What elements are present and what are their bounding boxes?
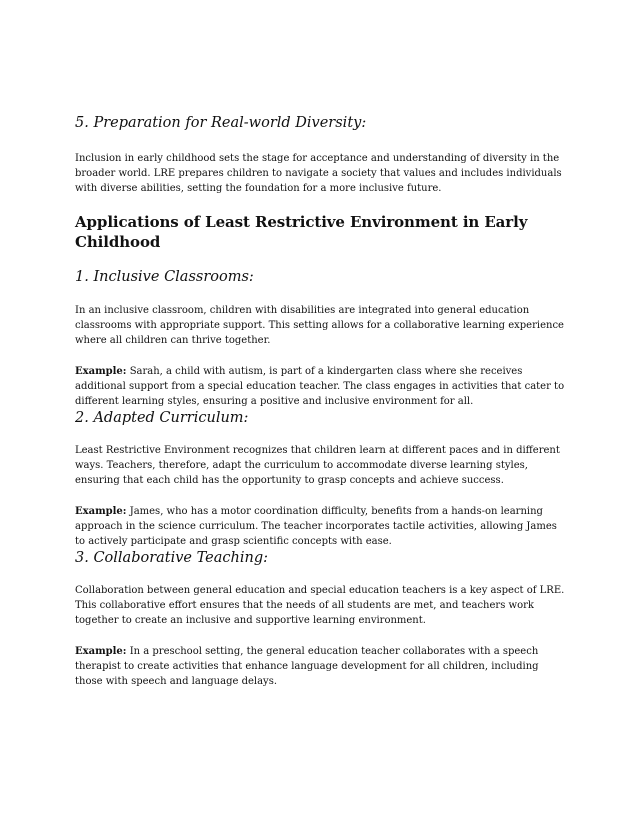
inclusive-classrooms-body: In an inclusive classroom, children with disabilities are integrated into general education classrooms with appropriate support. This setting allows for a collaborative learning experience where all children can thrive together. xyxy=(75,305,564,346)
example-text: Sarah, a child with autism, is part of a kindergarten class where she receives additional support from a special education teacher. The class engages in activities that cater to different learning styles, ensuring a positive and inclusive environment for all. xyxy=(75,366,565,407)
example-label: Example: xyxy=(75,646,127,657)
example-label: Example: xyxy=(75,506,127,517)
inclusive-classrooms-example xyxy=(75,364,565,409)
collaborative-teaching-example xyxy=(75,644,565,689)
inclusive-classrooms-heading: 1. Inclusive Classrooms: xyxy=(75,269,254,285)
adapted-curriculum-heading: 2. Adapted Curriculum: xyxy=(75,410,249,426)
collaborative-teaching-body: Collaboration between general education and special education teachers is a key aspect of LRE. This collaborative effort ensures that the needs of all students are met, and teachers work together to create an inclusive and supportive learning environment. xyxy=(75,585,565,626)
adapted-curriculum-example xyxy=(75,504,565,549)
example-label: Example: xyxy=(75,366,127,377)
section-5-heading: 5. Preparation for Real-world Diversity: xyxy=(75,115,367,131)
document-page xyxy=(75,110,565,689)
example-text: In a preschool setting, the general education teacher collaborates with a speech therapist to create activities that enhance language development for all children, including those with speech and language delays. xyxy=(75,646,539,687)
example-text: James, who has a motor coordination difficulty, benefits from a hands-on learning approach in the science curriculum. The teacher incorporates tactile activities, allowing James to actively participate and grasp scientific concepts with ease. xyxy=(75,506,557,547)
applications-heading: Applications of Least Restrictive Environment in Early Childhood xyxy=(75,213,528,251)
adapted-curriculum-body: Least Restrictive Environment recognizes that children learn at different paces and in different ways. Teachers, therefore, adapt the curriculum to accommodate diverse learning styles, ensuring that each child has the opportunity to grasp concepts and achieve success. xyxy=(75,445,560,486)
collaborative-teaching-heading: 3. Collaborative Teaching: xyxy=(75,550,268,566)
section-5-body: Inclusion in early childhood sets the stage for acceptance and understanding of diversity in the broader world. LRE prepares children to navigate a society that values and includes individuals with diverse abilities, setting the foundation for a more inclusive future. xyxy=(75,153,562,194)
